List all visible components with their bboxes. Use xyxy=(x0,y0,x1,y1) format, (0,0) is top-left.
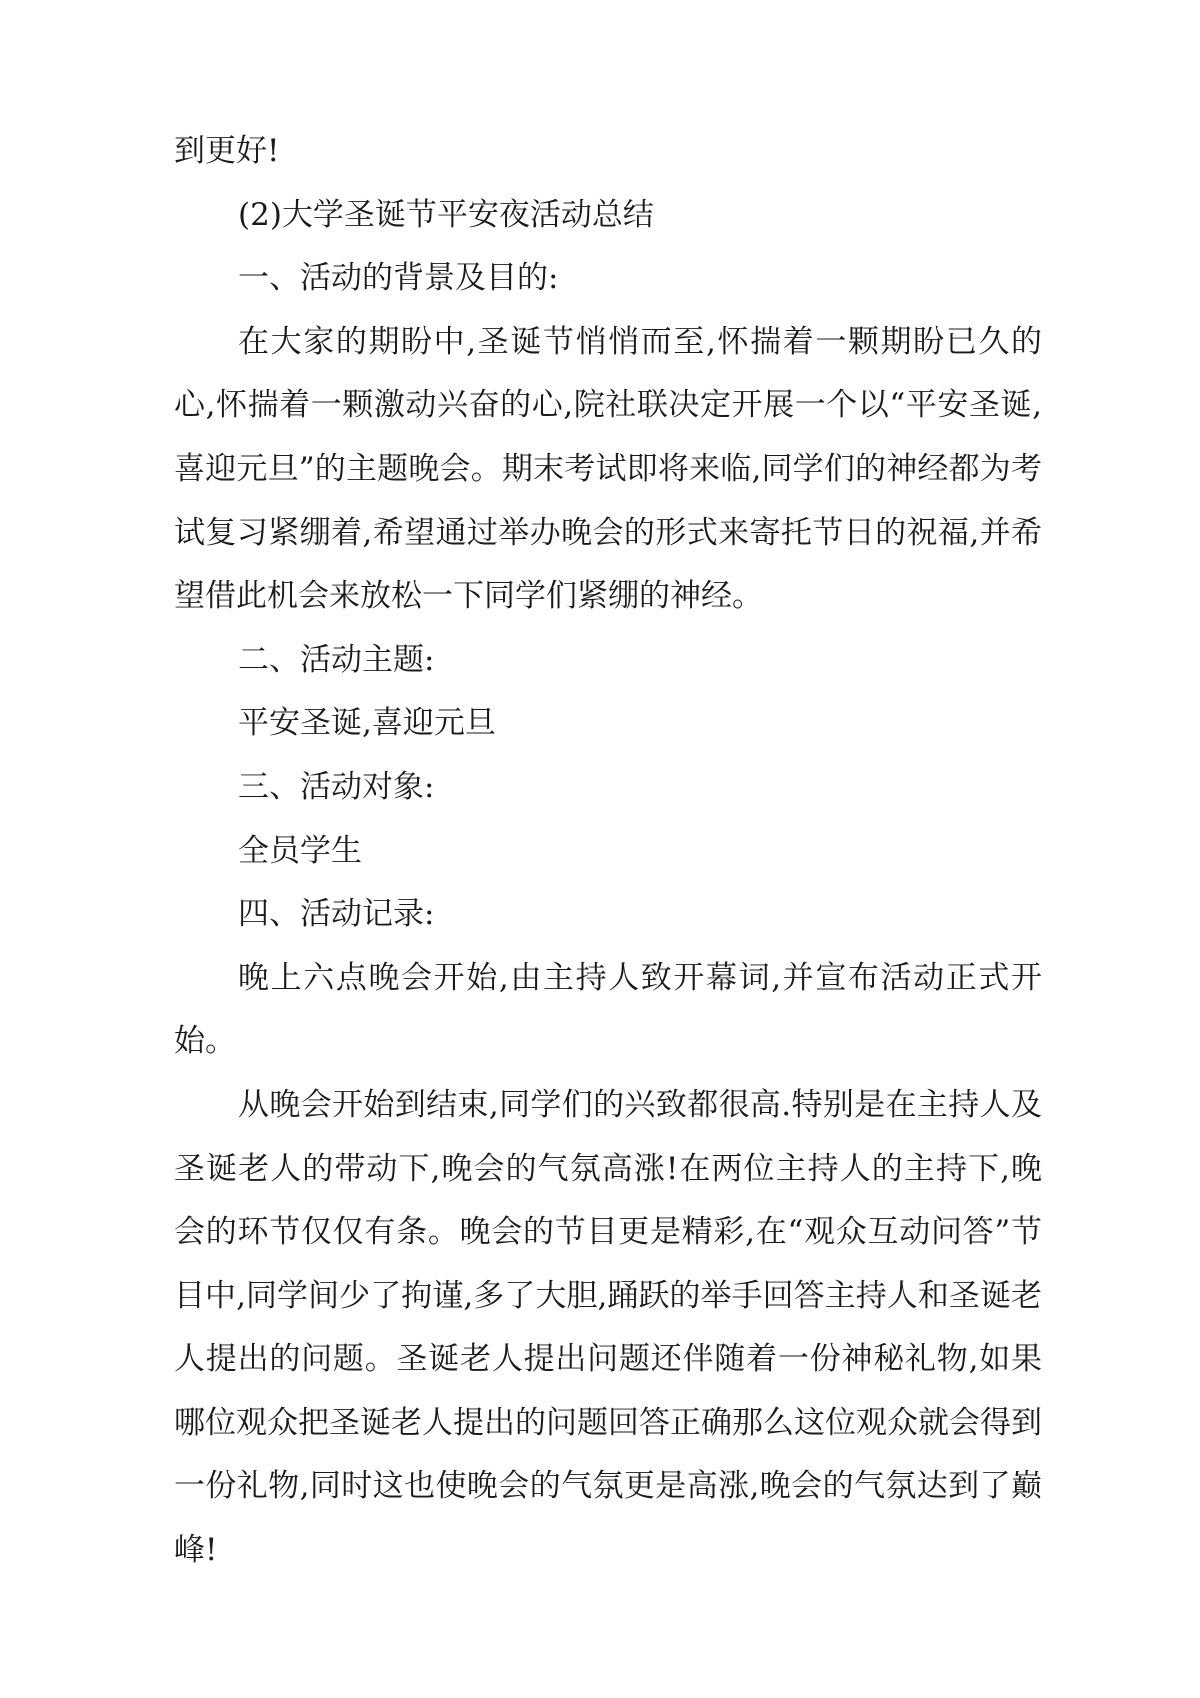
paragraph-audience: 全员学生 xyxy=(238,832,362,869)
paragraph-theme: 平安圣诞,喜迎元旦 xyxy=(238,705,496,742)
heading-record: 四、活动记录: xyxy=(238,896,435,933)
heading-background: 一、活动的背景及目的: xyxy=(238,260,559,297)
paragraph-record-opening: 晚上六点晚会开始,由主持人致开幕词,并宣布活动正式开始。 xyxy=(174,959,1042,1060)
paragraph-record-detail: 从晚会开始到结束,同学们的兴致都很高.特别是在主持人及圣诞老人的带动下,晚会的气氛高涨!在两位主持人的主持下,晚会的环节仅仅有条。晚会的节目更是精彩,在“观众互动问答”节目中,同学间少了拘谨,多了大胆,踊跃的举手回答主持人和圣诞老人提出的问题。圣诞老人提出问题还伴随着一份神秘礼物,如果哪位观众把圣诞老人提出的问题回答正确那么这位观众就会得到一份礼物,同时这也使晚会的气氛更是高涨,晚会的气氛达到了巅峰! xyxy=(174,1086,1042,1569)
heading-audience: 三、活动对象: xyxy=(238,768,435,805)
paragraph-continuation: 到更好! xyxy=(174,133,280,169)
section-title: (2)大学圣诞节平安夜活动总结 xyxy=(238,196,654,233)
document-page xyxy=(174,120,1042,1583)
paragraph-background: 在大家的期盼中,圣诞节悄悄而至,怀揣着一颗期盼已久的心,怀揣着一颗激动兴奋的心,院社联决定开展一个以“平安圣诞,喜迎元旦”的主题晚会。期末考试即将来临,同学们的神经都为考试复习紧绷着,希望通过举办晚会的形式来寄托节日的祝福,并希望借此机会来放松一下同学们紧绷的神经。 xyxy=(174,323,1042,615)
heading-theme: 二、活动主题: xyxy=(238,641,435,678)
